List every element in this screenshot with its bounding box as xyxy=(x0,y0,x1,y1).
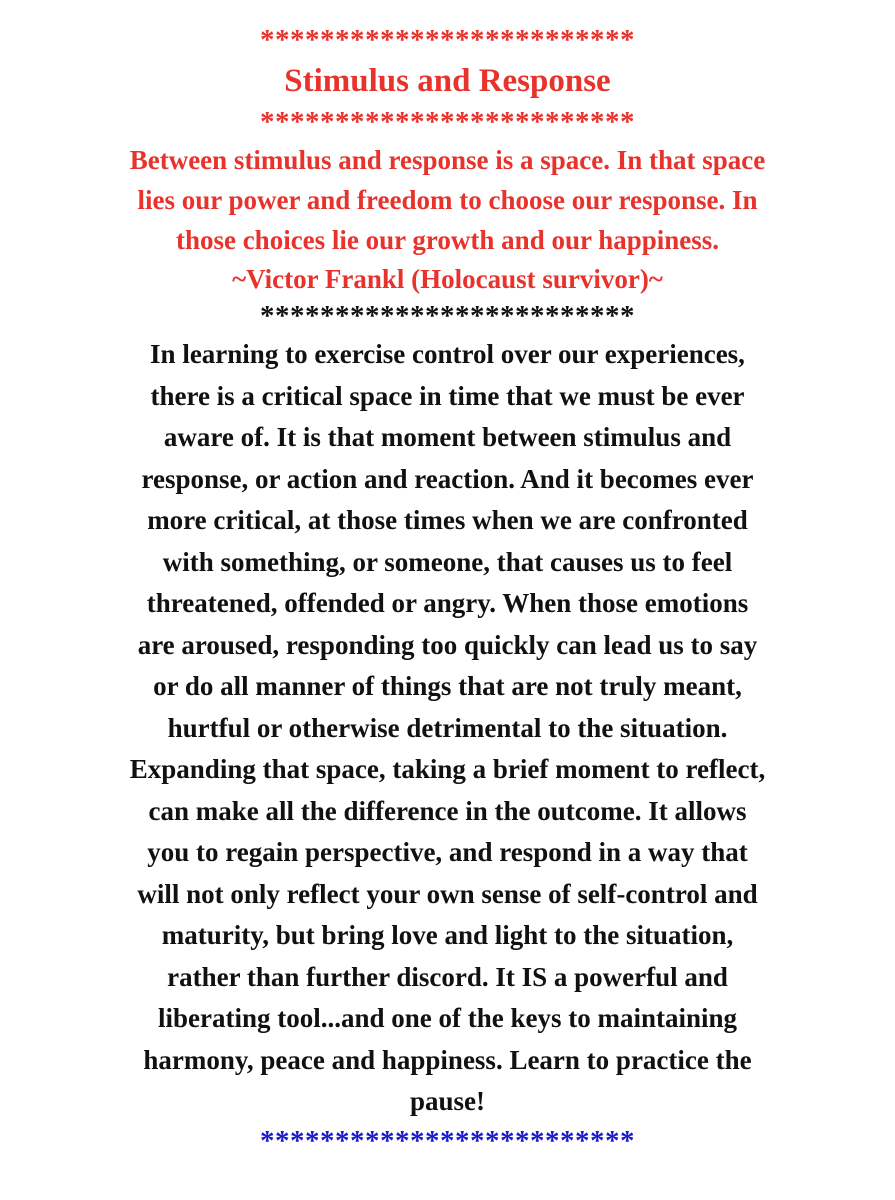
quote-block xyxy=(8,140,888,260)
body-line: you to regain perspective, and respond in a way that xyxy=(147,837,748,867)
body-line: threatened, offended or angry. When those emotions xyxy=(146,588,749,618)
quote-line: lies our power and freedom to choose our response. In xyxy=(137,185,758,215)
page-title: Stimulus and Response xyxy=(284,63,611,99)
divider-middle: ************************* xyxy=(260,300,635,332)
body-line: harmony, peace and happiness. Learn to practice the xyxy=(143,1044,752,1075)
body-line: aware of. It is that moment between stimulus and xyxy=(163,422,732,452)
body-line: will not only reflect your own sense of self-control and xyxy=(137,878,758,909)
body-line: are aroused, responding too quickly can lead us to say xyxy=(137,629,758,660)
body-line: hurtful or otherwise detrimental to the situation. xyxy=(167,712,728,743)
body-line: rather than further discord. It IS a powerful and xyxy=(167,961,728,992)
body-line: In learning to exercise control over our experiences, xyxy=(150,339,745,369)
quote-line: Between stimulus and response is a space. In that space xyxy=(129,145,766,175)
body-line: pause! xyxy=(409,1086,485,1116)
body-line: can make all the difference in the outcome. It allows xyxy=(148,795,747,826)
body-line: there is a critical space in time that we must be ever xyxy=(150,380,745,411)
body-line: Expanding that space, taking a brief moment to reflect, xyxy=(129,754,766,784)
quote-line: those choices lie our growth and our happiness. xyxy=(175,225,720,255)
body-paragraph xyxy=(8,334,888,1123)
divider-top: ************************* xyxy=(260,24,635,56)
body-line: more critical, at those times when we are confronted xyxy=(147,505,748,535)
divider-bottom: ************************* xyxy=(260,1124,635,1157)
divider-below-title: ************************* xyxy=(260,106,635,138)
body-line: with something, or someone, that causes us to feel xyxy=(162,546,733,577)
body-line: liberating tool...and one of the keys to maintaining xyxy=(157,1003,738,1033)
quote-attribution: ~Victor Frankl (Holocaust survivor)~ xyxy=(232,264,663,294)
body-line: or do all manner of things that are not truly meant, xyxy=(153,671,742,701)
body-line: response, or action and reaction. And it becomes ever xyxy=(141,463,754,494)
body-line: maturity, but bring love and light to the situation, xyxy=(161,920,734,950)
